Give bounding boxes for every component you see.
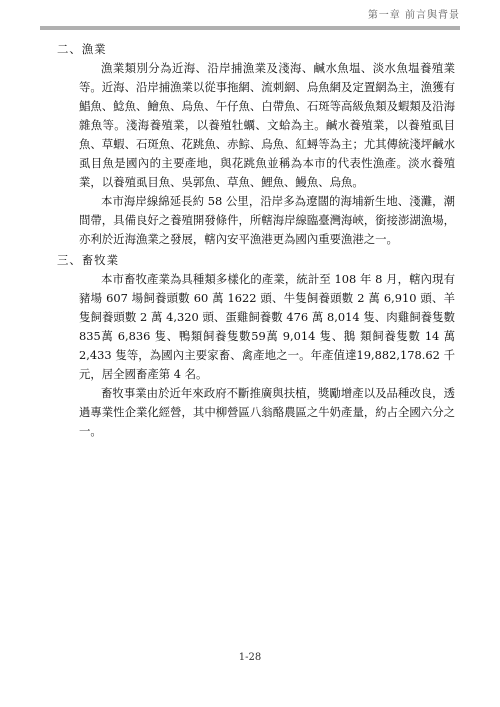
section-heading: 三、畜牧業 xyxy=(57,253,119,267)
chapter-title: 第一章 前言與背景 xyxy=(367,10,460,21)
page-number: 1-28 xyxy=(238,652,262,663)
paragraph: 本市海岸線綿延長約 58 公里，沿岸多為遼闊的海埔新生地、淺灘，潮間帶，具備良好之養殖開發條件，所轄海岸線臨臺灣海峽，銜接澎湖漁場，亦利於近海漁業之發展，轄內安平漁港更為國內重要漁港之一。 xyxy=(79,194,455,246)
header-rule xyxy=(40,26,460,30)
paragraph: 本市畜牧產業為具種類多樣化的產業，統計至 108 年 8 月，轄內現有豬場 607 場飼養頭數 60 萬 1622 頭、牛隻飼養頭數 2 萬 6,910 頭、羊隻飼養頭數 2 萬 4,320 頭、蛋雞飼養數 476 萬 8,014 隻、肉雞飼養隻數835萬 6,836 隻、鴨類飼養隻數59萬 9,014 隻、鵝 類飼養隻數 14 萬 2,433 隻等，為國內主要家畜、禽產地之一。年產值達19,882,178.62 千元，居全國畜產第 4 名。 xyxy=(79,272,455,381)
section-heading: 二、漁業 xyxy=(57,42,107,56)
paragraph: 漁業類別分為近海、沿岸捕漁業及淺海、鹹水魚塭、淡水魚塭養殖業等。近海、沿岸捕漁業以從事拖網、流刺網、烏魚網及定置網為主，漁獲有鯧魚、鯰魚、鱠魚、烏魚、午仔魚、白帶魚、石斑等高級魚類及蝦類及沿海雜魚等。淺海養殖業，以養殖牡蠣、文蛤為主。鹹水養殖業，以養殖虱目魚、草蝦、石斑魚、花跳魚、赤鯮、烏魚、紅蟳等為主；尤其傳統淺坪鹹水虱目魚是國內的主要產地，與花跳魚並稱為本市的代表性漁產。淡水養殖業，以養殖虱目魚、吳郭魚、草魚、鯉魚、鰻魚、烏魚。 xyxy=(79,61,455,189)
page-header xyxy=(0,0,500,40)
page-body xyxy=(57,40,455,441)
section-livestock xyxy=(57,251,455,441)
paragraph: 畜牧事業由於近年來政府不斷推廣與扶植，獎勵增產以及品種改良，透過專業性企業化經營，其中柳營區八翁酪農區之牛奶產量，約占全國六分之一。 xyxy=(79,386,455,438)
section-fishery xyxy=(57,40,455,249)
